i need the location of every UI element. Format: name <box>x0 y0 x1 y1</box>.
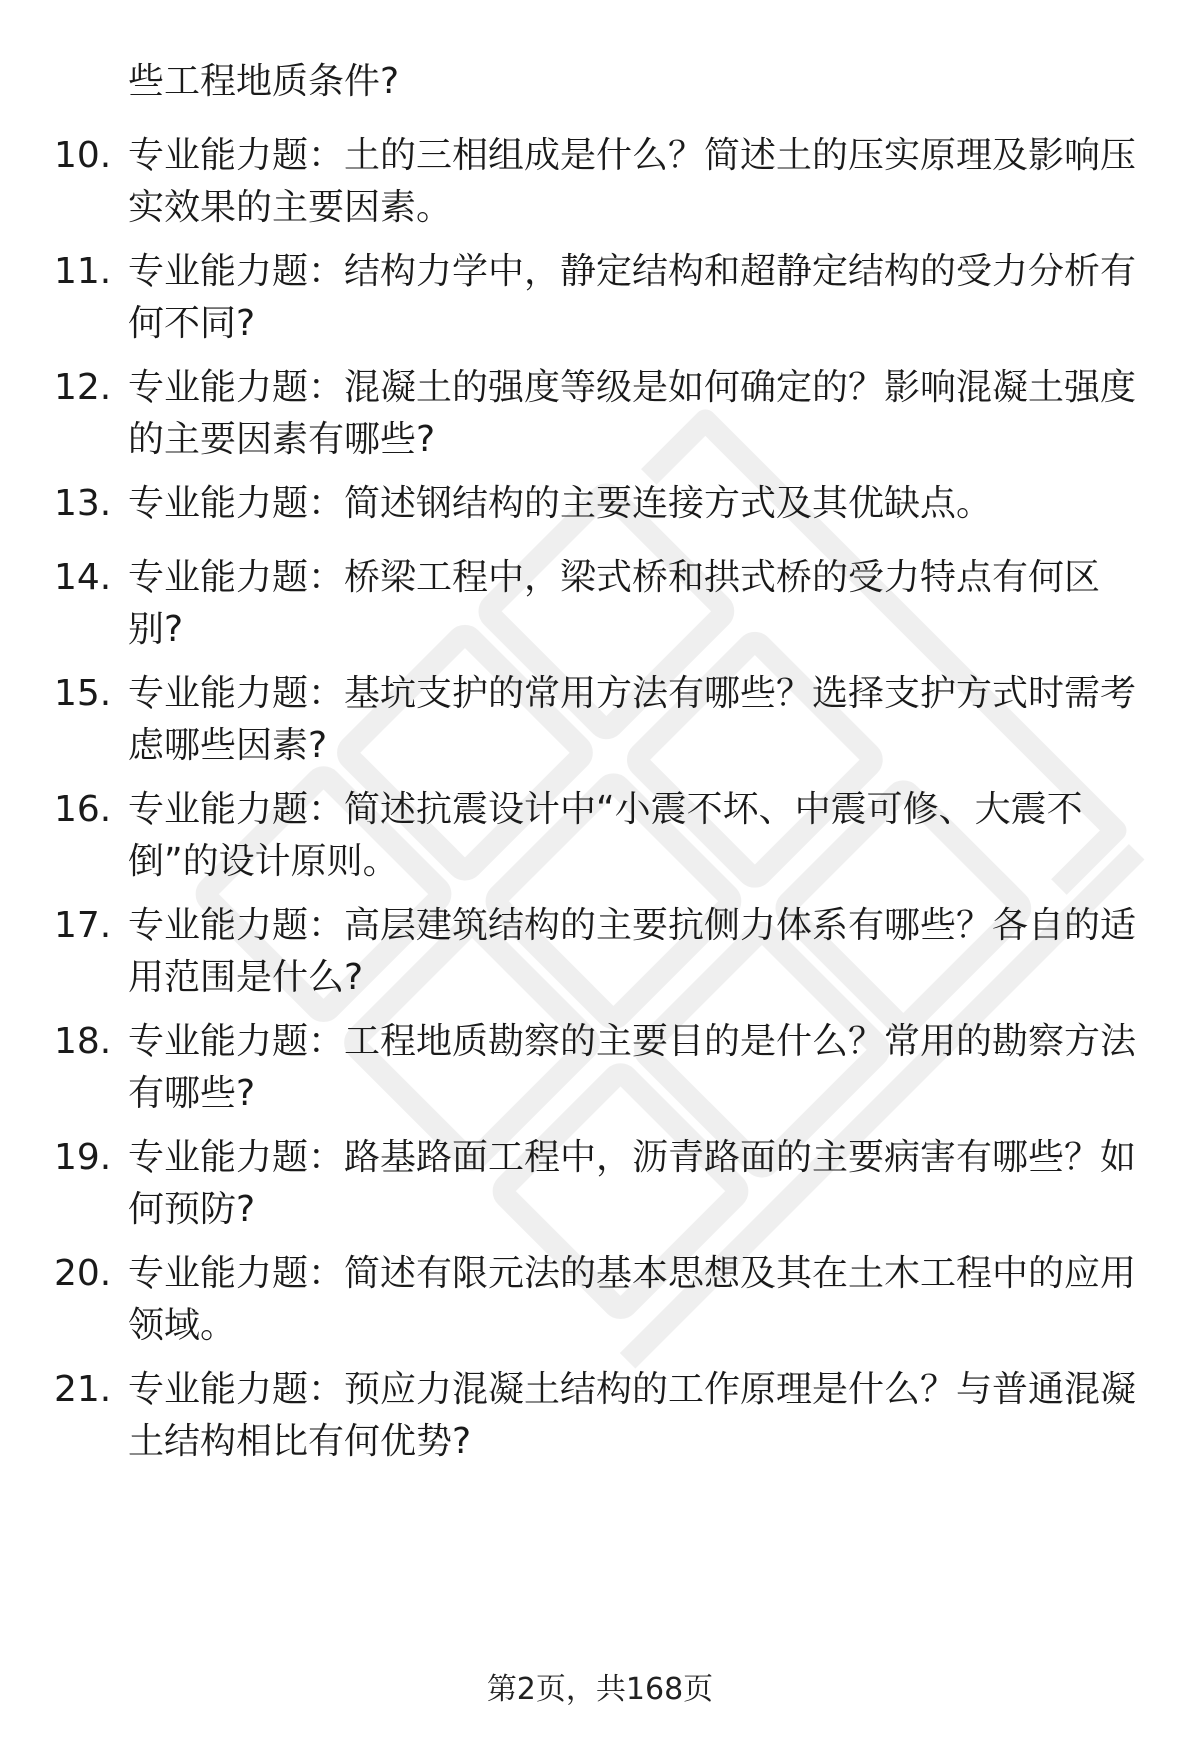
question-text: 专业能力题：结构力学中，静定结构和超静定结构的受力分析有 何不同? <box>128 251 1137 344</box>
question-number: 19. <box>54 1137 112 1178</box>
question-text: 专业能力题：土的三相组成是什么？简述土的压实原理及影响压 实效果的主要因素。 <box>128 135 1137 228</box>
question-text: 专业能力题：简述有限元法的基本思想及其在土木工程中的应用 领域。 <box>128 1253 1137 1346</box>
question-number: 17. <box>54 905 112 946</box>
question-number: 15. <box>54 673 112 714</box>
question-text: 专业能力题：工程地质勘察的主要目的是什么？常用的勘察方法 有哪些? <box>128 1021 1137 1114</box>
question-number: 18. <box>54 1021 112 1062</box>
question-text: 专业能力题：简述抗震设计中“小震不坏、中震可修、大震不 倒”的设计原则。 <box>128 789 1083 882</box>
question-number: 21. <box>54 1369 112 1410</box>
continued-question-text: 些工程地质条件? <box>128 61 400 102</box>
question-number: 13. <box>54 483 112 524</box>
question-number: 20. <box>54 1253 112 1294</box>
question-text: 专业能力题：简述钢结构的主要连接方式及其优缺点。 <box>128 483 993 524</box>
question-number: 16. <box>54 789 112 830</box>
question-number: 14. <box>54 557 112 598</box>
question-text: 专业能力题：高层建筑结构的主要抗侧力体系有哪些？各自的适 用范围是什么? <box>128 905 1137 998</box>
question-text: 专业能力题：基坑支护的常用方法有哪些？选择支护方式时需考 虑哪些因素? <box>128 673 1137 766</box>
question-text: 专业能力题：预应力混凝土结构的工作原理是什么？与普通混凝 土结构相比有何优势? <box>128 1369 1137 1462</box>
question-text: 专业能力题：混凝土的强度等级是如何确定的？影响混凝土强度 的主要因素有哪些? <box>128 367 1137 460</box>
question-number: 10. <box>54 135 112 176</box>
question-number: 11. <box>54 251 112 292</box>
page-counter: 第2页，共168页 <box>486 1672 714 1707</box>
question-number: 12. <box>54 367 112 408</box>
question-text: 专业能力题：路基路面工程中，沥青路面的主要病害有哪些？如 何预防? <box>128 1137 1137 1230</box>
question-text: 专业能力题：桥梁工程中，梁式桥和拱式桥的受力特点有何区 别? <box>128 557 1101 650</box>
